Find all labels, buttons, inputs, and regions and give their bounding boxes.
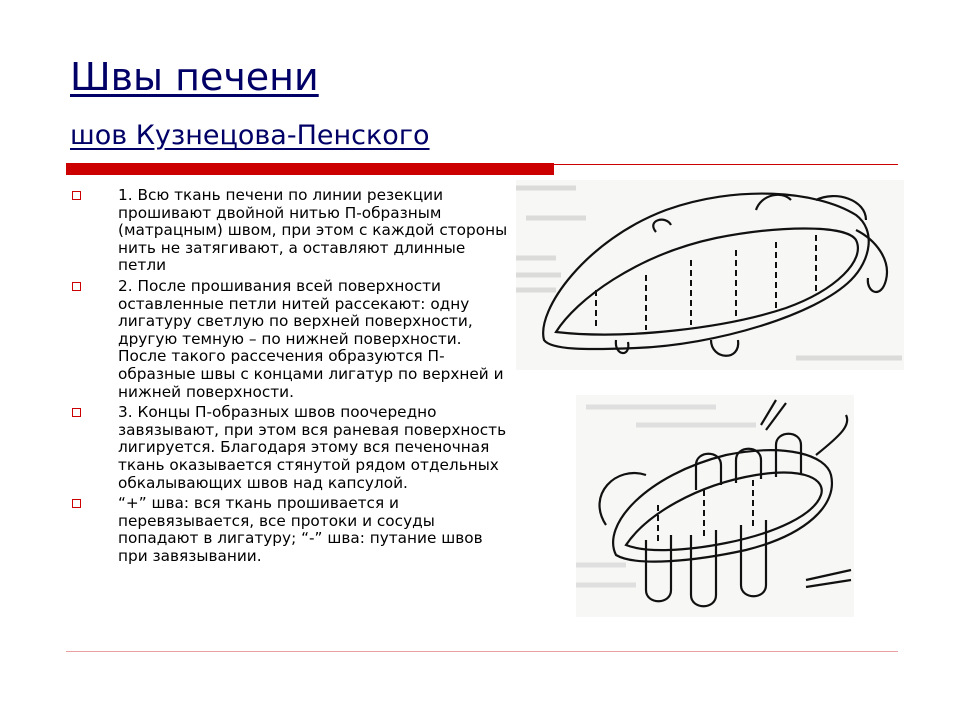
square-bullet-icon [72, 408, 81, 417]
bullet-text: 2. После прошивания всей поверхности оставленные петли нитей рассекают: одну лигатуру светлую по верхней поверхности, другую темную – по нижней поверхности. После такого рассечения образуются П-образные швы с концами лигатур по верхней и нижней поверхности. [118, 276, 504, 401]
bullet-text: “+” шва: вся ткань прошивается и перевязывается, все протоки и сосуды попадают в лигатуру; “-” шва: путание швов при завязывании. [118, 494, 483, 565]
bullet-item [70, 404, 510, 492]
square-bullet-icon [72, 191, 81, 200]
divider-line [554, 164, 898, 165]
square-bullet-icon [72, 499, 81, 508]
bullet-list [70, 187, 510, 568]
bullet-text: 3. Концы П-образных швов поочередно завязывают, при этом вся раневая поверхность лигируется. Благодаря этому вся печеночная ткань оказывается стянутой рядом отдельных обкалывающих швов над капсулой. [118, 403, 507, 492]
liver-suture-illustration-bottom [576, 395, 854, 617]
slide-subtitle: шов Кузнецова-Пенского [70, 120, 430, 151]
bullet-item [70, 495, 510, 565]
bullet-item [70, 278, 510, 401]
footer-divider [66, 651, 898, 652]
accent-bar [66, 163, 554, 175]
square-bullet-icon [72, 282, 81, 291]
liver-suture-illustration-top [516, 180, 904, 370]
bullet-item [70, 187, 510, 275]
slide-title: Швы печени [70, 55, 319, 99]
bullet-text: 1. Всю ткань печени по линии резекции прошивают двойной нитью П-образным (матрацным) швом, при этом с каждой стороны нить не затягивают, а оставляют длинные петли [118, 186, 508, 275]
